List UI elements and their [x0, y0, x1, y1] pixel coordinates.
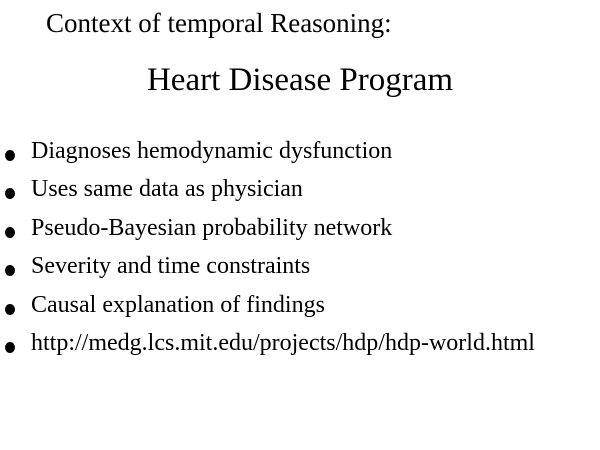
bullet-dot-icon — [5, 227, 15, 238]
bullet-text: Uses same data as physician — [31, 176, 303, 203]
bullet-text: Diagnoses hemodynamic dysfunction — [31, 138, 393, 164]
bullet-dot-icon — [5, 265, 15, 276]
bullet-item-same-data — [0, 172, 600, 210]
bullet-item-network — [0, 211, 600, 249]
bullet-text: Pseudo-Bayesian probability network — [31, 214, 393, 241]
bullet-dot-icon — [5, 304, 15, 315]
bullet-item-explanation — [0, 288, 600, 326]
bullet-item-url — [0, 326, 600, 364]
bullet-url: http://medg.lcs.mit.edu/projects/hdp/hdp-world.html — [31, 329, 535, 356]
bullet-item-diagnoses — [0, 134, 600, 172]
bullet-item-constraints — [0, 249, 600, 287]
bullet-list — [0, 134, 600, 364]
bullet-text: Severity and time constraints — [31, 253, 311, 280]
bullet-text: Causal explanation of findings — [31, 291, 325, 318]
slide-heading: Context of temporal Reasoning: — [46, 8, 392, 38]
bullet-dot-icon — [5, 342, 15, 353]
bullet-dot-icon — [5, 188, 15, 199]
bullet-dot-icon — [5, 150, 15, 161]
slide-title: Heart Disease Program — [146, 62, 454, 98]
